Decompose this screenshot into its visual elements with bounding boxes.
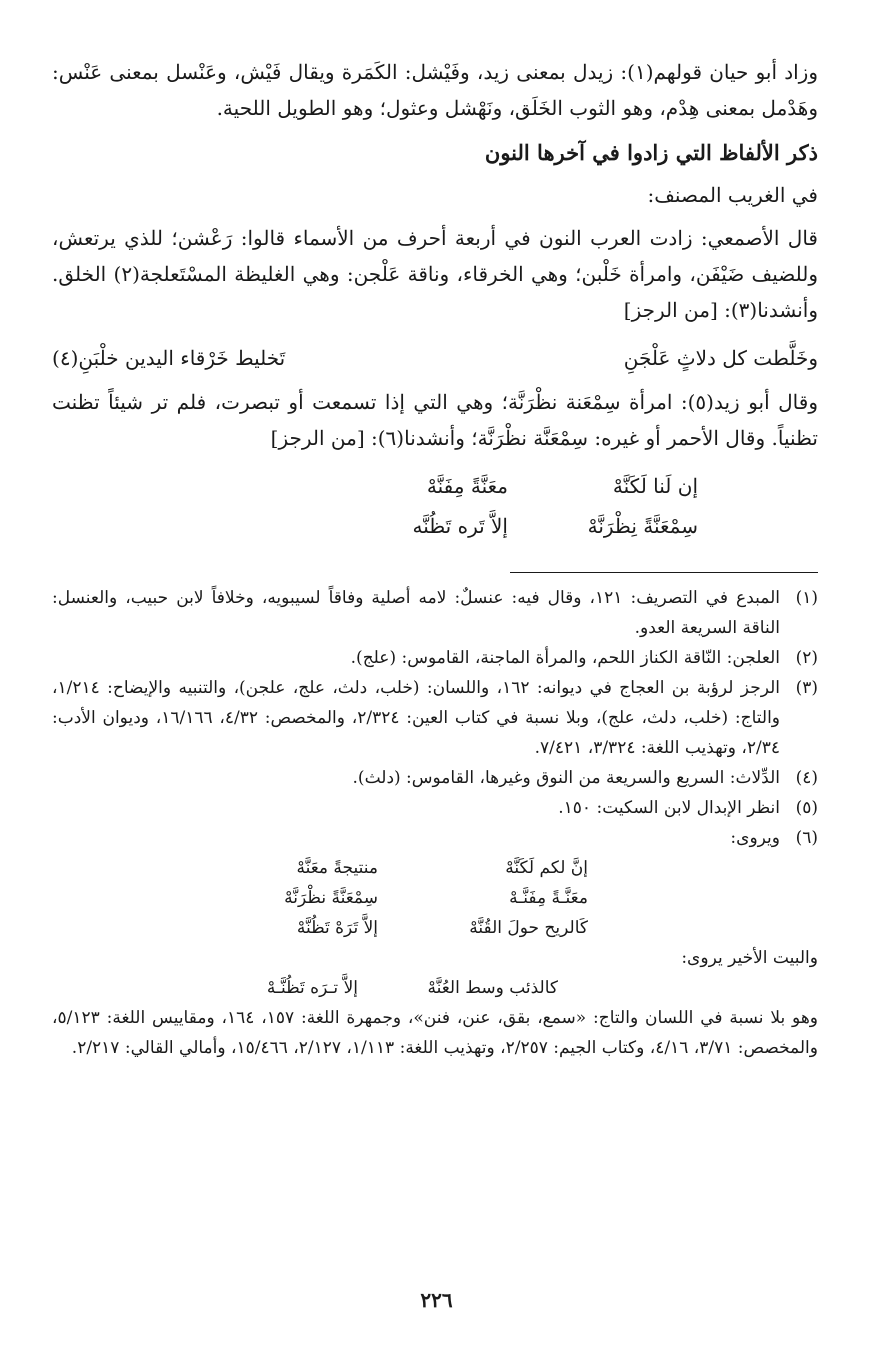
footnote-verse-hemistich-2: إلاَّ تَرَهْ تَظُنَّهْ [296,918,378,938]
footnote-text: ويروى: [730,828,780,848]
verse2-hemistich-1: إن لَنا لَكَنَّهْ [612,474,698,498]
footnote-verse-hemistich-1: إنَّ لكم لَكَنَّهْ [505,858,588,878]
section-heading: ذكر الألفاظ التي زادوا في آخرها النون [484,140,818,165]
footnote-number: (١) [795,588,818,608]
verse-line-1 [52,338,818,378]
footnote-number: (٣) [795,678,818,698]
footnote-1 [52,583,818,643]
footnote-verse-hemistich-1: كالذئب وسط العُنَّهْ [427,978,558,998]
paragraph-1: وزاد أبو حيان قولهم(١): زيدل بمعنى زيد، وفَيْشل: الكَمَرة ويقال فَيْش، وعَنْسل بمعنى عَنْس: وهَدْمل بمعنى هِدْم، وهو الثوب الخَلَق، ونَهْشل وعثول؛ وهو الطويل اللحية. [52,60,818,120]
verse2-line-1 [52,466,818,506]
footnote-verse-hemistich-2: سِمْعَنَّةً نظْرَنَّهْ [284,888,378,908]
footnote-6 [52,823,818,853]
paragraph-3: وقال أبو زيد(٥): امرأة سِمْعَنة نظْرَنَّة؛ وهي التي إذا تسمعت أو تبصرت، فلم تر شيئاً تظنت تظنياً. وقال الأحمر أو غيره: سِمْعَنَّة نظْرَنَّة؛ وأنشدنا(٦): [من الرجز] [52,390,818,450]
footnote-verse-line-3 [52,913,818,943]
footnote-text: انظر الإبدال لابن السكيت: ١٥٠. [558,798,780,818]
page-content [52,54,818,1063]
verse-hemistich-1: وخَلَّطت كل دلاثٍ عَلْجَنِ [623,346,818,370]
footnote-text: المبدع في التصريف: ١٢١، وقال فيه: عنسلٌ: لامه أصلية وفاقاً لسيبويه، وخلافاً لابن حبيب، والعنسل: الناقة السريعة العدو. [52,588,780,638]
footnote-number: (٥) [795,798,818,818]
footnote-5 [52,793,818,823]
footnote-separator [510,572,818,573]
footnote-number: (٢) [795,648,818,668]
paragraph-2: قال الأصمعي: زادت العرب النون في أربعة أحرف من الأسماء قالوا: رَعْشن؛ للذي يرتعش، وللضيف ضَيْفَن، وامرأة خَلْبن؛ وهي الخرقاء، وناقة عَلْجن: وهي الغليظة المسْتَعلجة(٢) الخلق. وأنشدنا(٣): [من الرجز] [52,226,818,322]
footnote-verse-line-1 [52,853,818,883]
footnote-3 [52,673,818,763]
footnote-verse-hemistich-1: معَنَّـةً مِفَنَّـهْ [509,888,588,908]
footnote-verse-hemistich-2: إلاَّ تـرَه تَظُنَّـهْ [266,978,358,998]
footnotes [52,583,818,1063]
footnote-last-intro: والبيت الأخير يروى: [681,948,818,968]
footnote-4 [52,763,818,793]
source-subheading: في الغريب المصنف: [647,183,818,207]
footnote-verse-line-2 [52,883,818,913]
page-number: ٢٢٦ [420,1288,453,1312]
verse-hemistich-2: تَخليط خَرْقاء اليدين خلْبَنِ(٤) [52,346,286,370]
footnote-text: العلجن: النّاقة الكناز اللحم، والمرأة الماجنة، القاموس: (علج). [350,648,780,668]
footnote-number: (٤) [795,768,818,788]
footnote-number: (٦) [795,828,818,848]
footnote-verse-hemistich-1: كَالريح حولَ القُنَّهْ [469,918,588,938]
verse2-hemistich-2: إلاَّ تَره تَظُنَّه [412,514,508,538]
main-text [52,54,818,546]
footnote-closing: وهو بلا نسبة في اللسان والتاج: «سمع، بقق، عنن، فنن»، وجمهرة اللغة: ١٥٧، ١٦٤، ومقاييس اللغة: ٥/١٢٣، والمخصص: ٣/٧١، ٤/١٦، وكتاب الجيم: ٢/٢٥٧، وتهذيب اللغة: ١/١١٣، ٢/١٢٧، ١٥/٤٦٦، وأمالي القالي: ٢/٢١٧. [52,1008,818,1058]
footnote-verse-hemistich-2: منتيجةً معَنَّهْ [296,858,378,878]
verse2-line-2 [52,506,818,546]
verse2-hemistich-2: معَنَّةً مِفَنَّهْ [426,474,508,498]
footnote-text: الدِّلاث: السريع والسريعة من النوق وغيرها، القاموس: (دلث). [352,768,780,788]
verse2-hemistich-1: سِمْعَنَّةً نِظْرَنَّهْ [587,514,698,538]
footnote-last-verse [52,973,818,1003]
footnote-2 [52,643,818,673]
footnote-text: الرجز لرؤبة بن العجاج في ديوانه: ١٦٢، واللسان: (خلب، دلث، علج، علجن)، والتنبيه والإيضاح: ١/٢١٤، والتاج: (خلب، دلث، علج)، وبلا نسبة في كتاب العين: ٢/٣٢٤، والمخصص: ٤/٣٢، ١٦/١٦٦، وديوان الأدب: ٢/٣٤، وتهذيب اللغة: ٣/٣٢٤، ٧/٤٢١. [52,678,780,758]
